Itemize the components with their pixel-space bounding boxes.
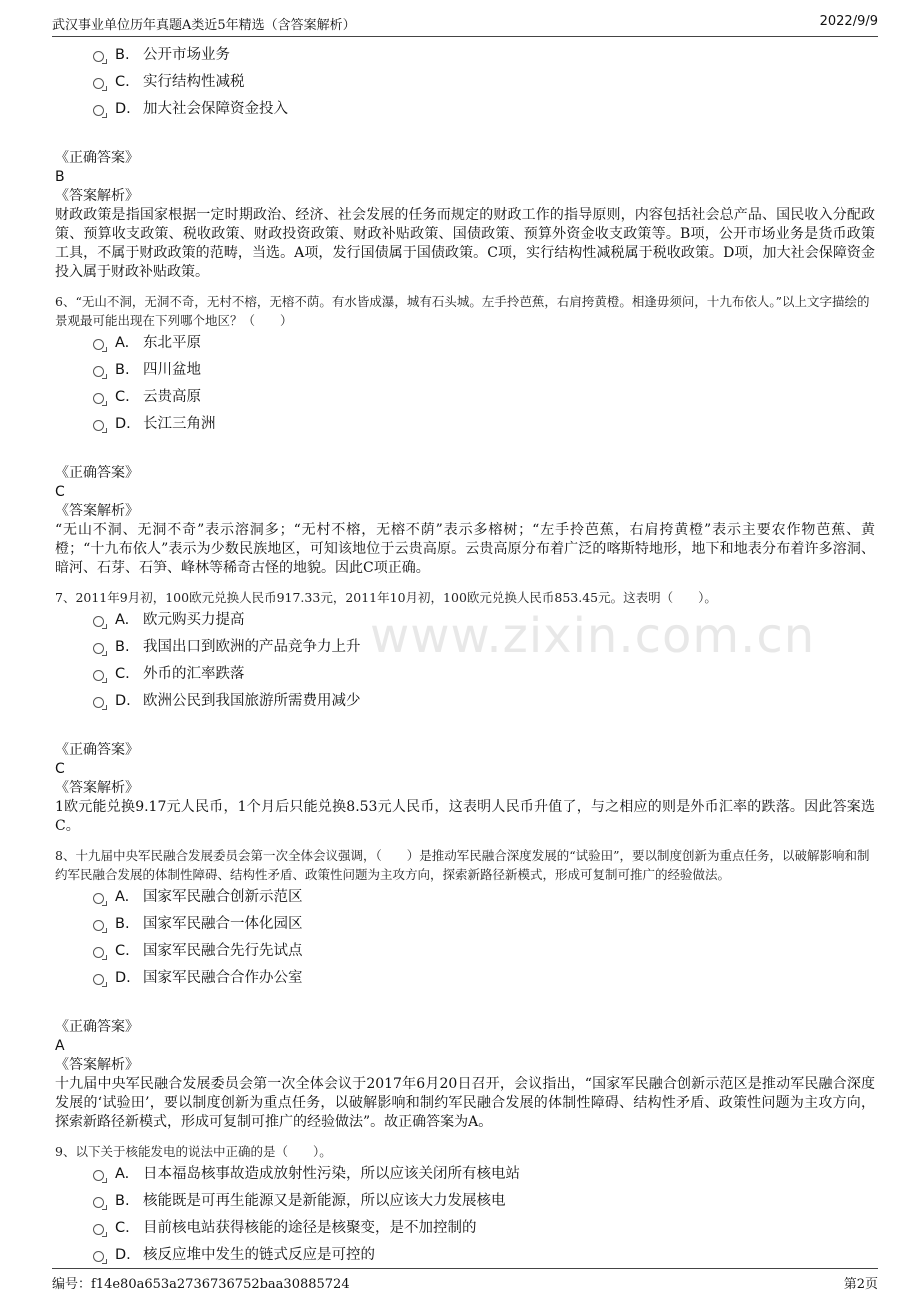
radio-icon[interactable] bbox=[93, 339, 104, 350]
radio-icon[interactable] bbox=[93, 51, 104, 62]
option-a[interactable]: A. 东北平原 bbox=[55, 330, 875, 357]
analysis-label: 《答案解析》 bbox=[55, 188, 139, 204]
watermark: www.zixin.com.cn bbox=[370, 608, 816, 664]
radio-icon[interactable] bbox=[93, 670, 104, 681]
option-a[interactable]: A. 欧元购买力提高 bbox=[55, 607, 875, 634]
option-a[interactable]: A. 国家军民融合创新示范区 bbox=[55, 884, 875, 911]
answer-value: C bbox=[55, 761, 65, 777]
option-d[interactable]: D. 核反应堆中发生的链式反应是可控的 bbox=[55, 1242, 875, 1269]
page-number: 第2页 bbox=[843, 1277, 878, 1292]
option-b[interactable]: B. 我国出口到欧洲的产品竞争力上升 bbox=[55, 634, 875, 661]
analysis-label: 《答案解析》 bbox=[55, 1057, 139, 1073]
analysis-label: 《答案解析》 bbox=[55, 780, 139, 796]
option-d[interactable]: D. 加大社会保障资金投入 bbox=[55, 96, 875, 123]
page-content bbox=[55, 42, 875, 1269]
analysis-text: 1欧元能兑换9.17元人民币，1个月后只能兑换8.53元人民币，这表明人民币升值了，与之相应的则是外币汇率的跌落。因此答案选C。 bbox=[55, 799, 875, 834]
question-text: 9、以下关于核能发电的说法中正确的是（ ）。 bbox=[55, 1144, 332, 1159]
question-5 bbox=[55, 42, 875, 282]
option-c[interactable]: C. 实行结构性减税 bbox=[55, 69, 875, 96]
page-footer bbox=[52, 1268, 878, 1293]
radio-icon[interactable] bbox=[93, 1170, 104, 1181]
question-text: 7、2011年9月初，100欧元兑换人民币917.33元，2011年10月初，100欧元兑换人民币853.45元。这表明（ ）。 bbox=[55, 590, 717, 605]
analysis-text: 财政政策是指国家根据一定时期政治、经济、社会发展的任务而规定的财政工作的指导原则，内容包括社会总产品、国民收入分配政策、预算收支政策、税收政策、财政投资政策、财政补贴政策、国债政策、预算外资金收支政策等。B项，公开市场业务是货币政策工具，不属于财政政策的范畴，当选。A项，发行国债属于国债政策。C项，实行结构性减税属于税收政策。D项，加大社会保障资金投入属于财政补贴政策。 bbox=[55, 207, 875, 280]
radio-icon[interactable] bbox=[93, 616, 104, 627]
radio-icon[interactable] bbox=[93, 420, 104, 431]
question-9 bbox=[55, 1142, 875, 1269]
page-header bbox=[52, 12, 878, 37]
radio-icon[interactable] bbox=[93, 893, 104, 904]
option-d[interactable]: D. 国家军民融合合作办公室 bbox=[55, 965, 875, 992]
answer-value: C bbox=[55, 484, 65, 500]
radio-icon[interactable] bbox=[93, 1197, 104, 1208]
option-d[interactable]: D. 欧洲公民到我国旅游所需费用减少 bbox=[55, 688, 875, 715]
answer-value: A bbox=[55, 1038, 65, 1054]
radio-icon[interactable] bbox=[93, 1251, 104, 1262]
option-b[interactable]: B. 核能既是可再生能源又是新能源，所以应该大力发展核电 bbox=[55, 1188, 875, 1215]
question-text: 8、十九届中央军民融合发展委员会第一次全体会议强调，（ ）是推动军民融合深度发展的“试验田”，要以制度创新为重点任务，以破解影响和制约军民融合发展的体制性障碍、结构性矛盾、政策性问题为主攻方向，探索新路径新模式，形成可复制可推广的经验做法。 bbox=[55, 848, 870, 882]
document-title: 武汉事业单位历年真题A类近5年精选（含答案解析） bbox=[52, 18, 356, 33]
radio-icon[interactable] bbox=[93, 105, 104, 116]
option-b[interactable]: B. 国家军民融合一体化园区 bbox=[55, 911, 875, 938]
radio-icon[interactable] bbox=[93, 1224, 104, 1235]
question-8 bbox=[55, 846, 875, 1132]
radio-icon[interactable] bbox=[93, 974, 104, 985]
option-d[interactable]: D. 长江三角洲 bbox=[55, 411, 875, 438]
radio-icon[interactable] bbox=[93, 920, 104, 931]
radio-icon[interactable] bbox=[93, 366, 104, 377]
option-c[interactable]: C. 云贵高原 bbox=[55, 384, 875, 411]
radio-icon[interactable] bbox=[93, 947, 104, 958]
question-6 bbox=[55, 292, 875, 578]
radio-icon[interactable] bbox=[93, 78, 104, 89]
document-code: 编号：f14e80a653a2736736752baa30885724 bbox=[52, 1277, 350, 1292]
option-b[interactable]: B. 公开市场业务 bbox=[55, 42, 875, 69]
analysis-text: 十九届中央军民融合发展委员会第一次全体会议于2017年6月20日召开，会议指出，“国家军民融合创新示范区是推动军民融合深度发展的‘试验田’，要以制度创新为重点任务，以破解影响和制约军民融合发展的体制性障碍、结构性矛盾、政策性问题为主攻方向，探索新路径新模式，形成可复制可推广的经验做法”。故正确答案为A。 bbox=[55, 1076, 875, 1130]
answer-label: 《正确答案》 bbox=[55, 1019, 139, 1035]
option-a[interactable]: A. 日本福岛核事故造成放射性污染，所以应该关闭所有核电站 bbox=[55, 1161, 875, 1188]
option-c[interactable]: C. 外币的汇率跌落 bbox=[55, 661, 875, 688]
answer-label: 《正确答案》 bbox=[55, 465, 139, 481]
answer-label: 《正确答案》 bbox=[55, 150, 139, 166]
option-c[interactable]: C. 国家军民融合先行先试点 bbox=[55, 938, 875, 965]
radio-icon[interactable] bbox=[93, 393, 104, 404]
radio-icon[interactable] bbox=[93, 697, 104, 708]
radio-icon[interactable] bbox=[93, 643, 104, 654]
document-date: 2022/9/9 bbox=[819, 14, 878, 29]
option-c[interactable]: C. 目前核电站获得核能的途径是核聚变，是不加控制的 bbox=[55, 1215, 875, 1242]
question-7 bbox=[55, 588, 875, 836]
analysis-text: “无山不洞、无洞不奇”表示溶洞多；“无村不榕，无榕不荫”表示多榕树；“左手拎芭蕉，右肩挎黄橙”表示主要农作物芭蕉、黄橙；“十九布依人”表示为少数民族地区，可知该地位于云贵高原。云贵高原分布着广泛的喀斯特地形，地下和地表分布着许多溶洞、暗河、石芽、石笋、峰林等稀奇古怪的地貌。因此C项正确。 bbox=[55, 522, 875, 576]
answer-value: B bbox=[55, 169, 65, 185]
answer-label: 《正确答案》 bbox=[55, 742, 139, 758]
analysis-label: 《答案解析》 bbox=[55, 503, 139, 519]
option-b[interactable]: B. 四川盆地 bbox=[55, 357, 875, 384]
question-text: 6、“无山不洞，无洞不奇，无村不榕，无榕不荫。有水皆成瀑，城有石头城。左手拎芭蕉，右肩挎黄橙。相逢毋须问，十九布依人。”以上文字描绘的景观最可能出现在下列哪个地区？（ ） bbox=[55, 294, 870, 328]
